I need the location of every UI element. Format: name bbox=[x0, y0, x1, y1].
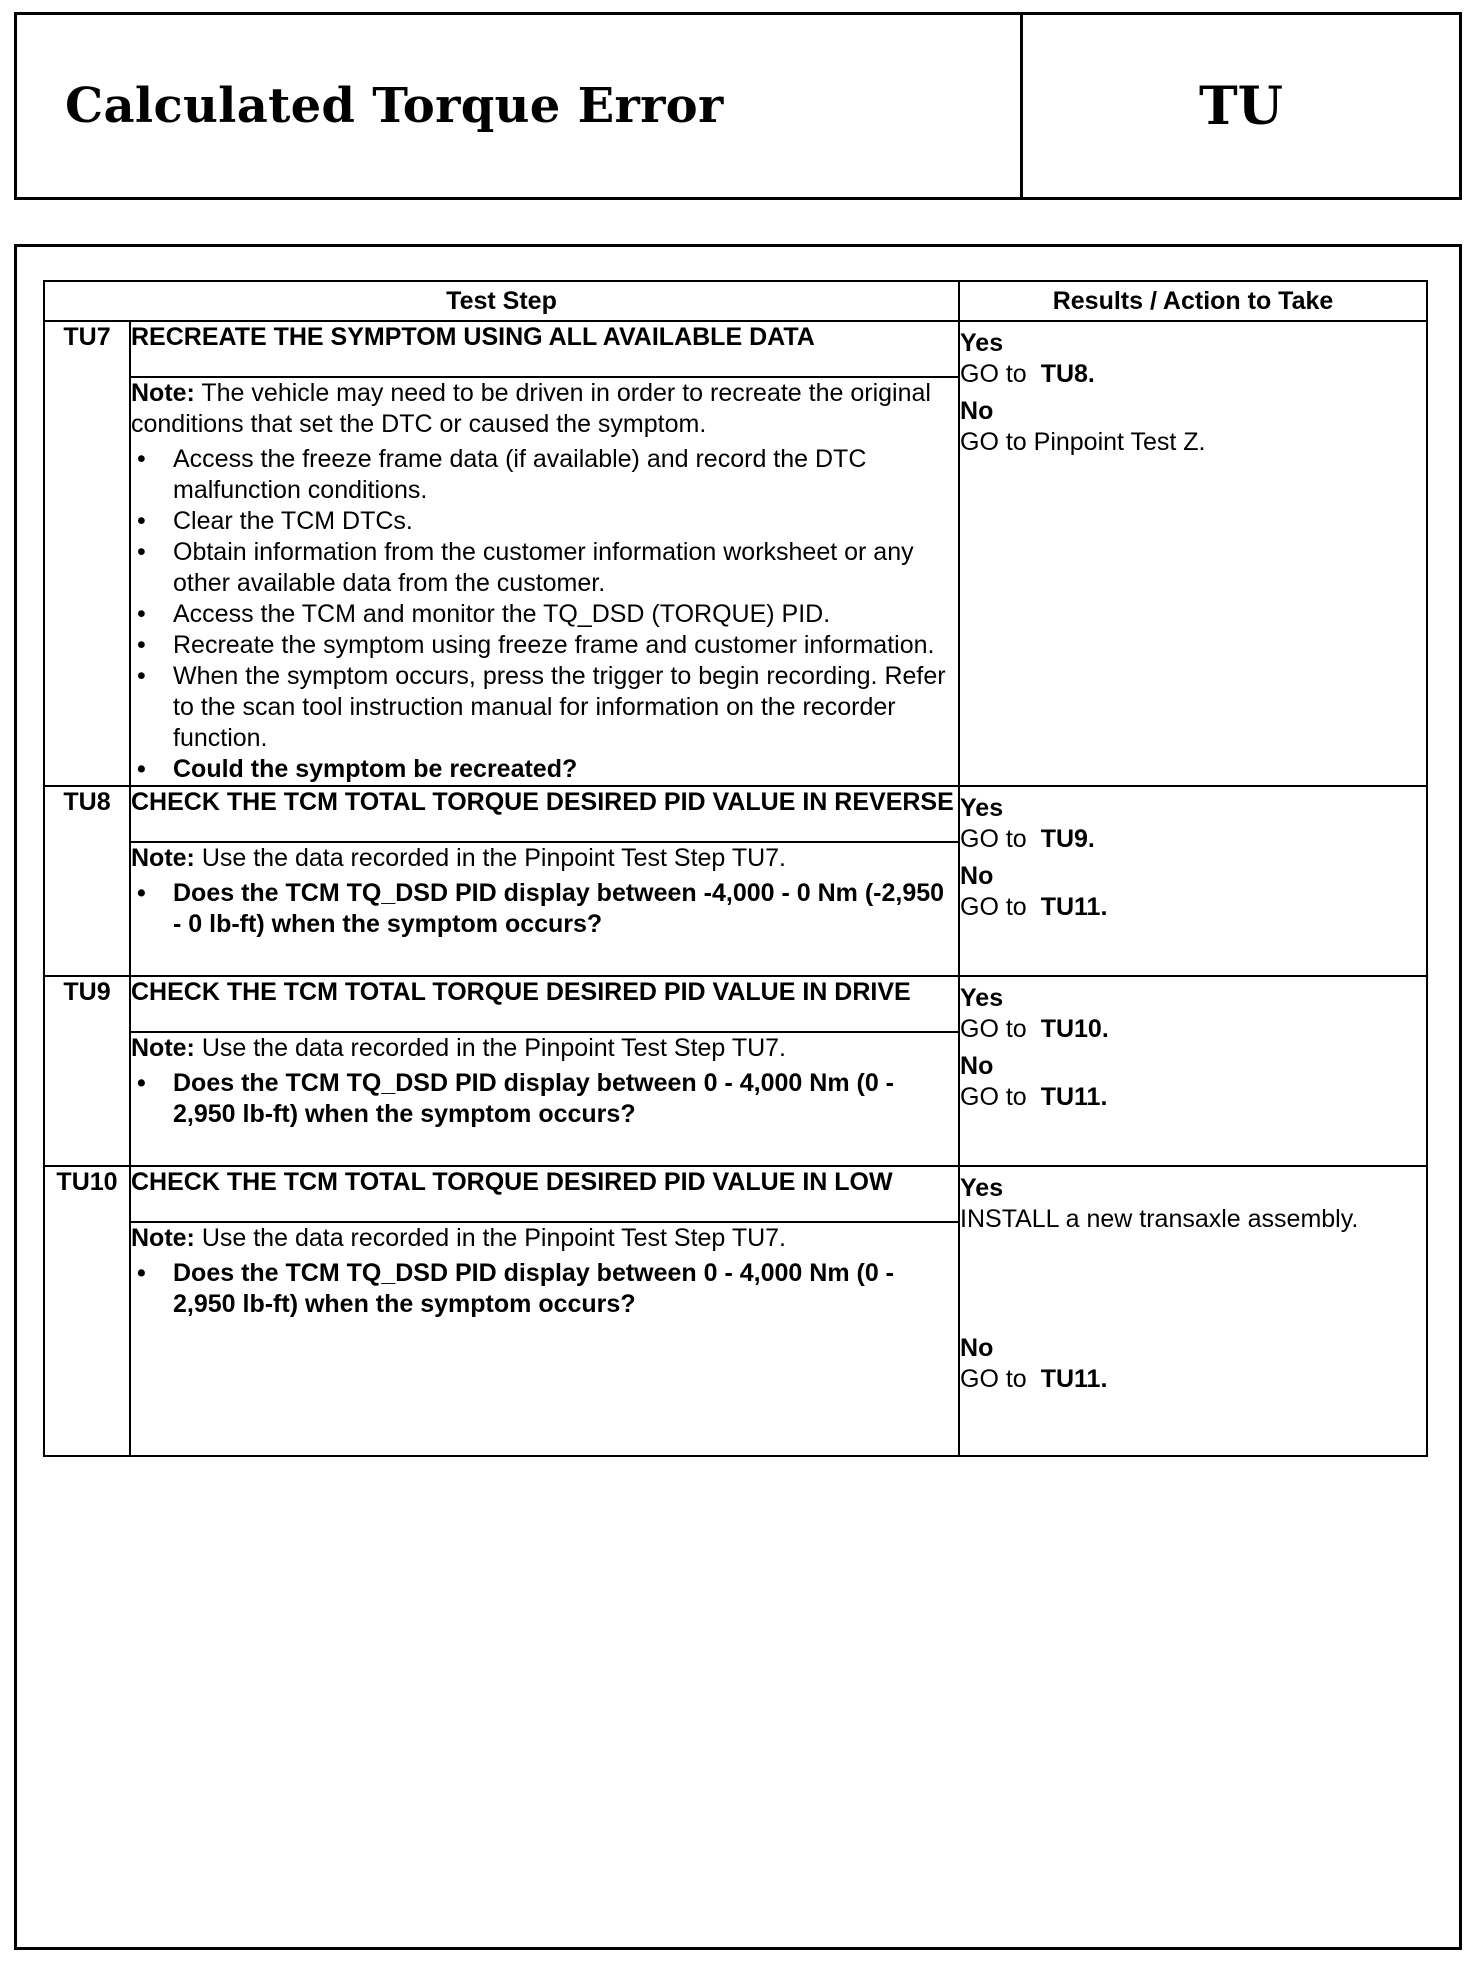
page-title: Calculated Torque Error bbox=[17, 15, 1023, 197]
step-results bbox=[959, 976, 1427, 1166]
step-body bbox=[130, 377, 959, 786]
column-header-results: Results / Action to Take bbox=[959, 281, 1427, 321]
step-id: TU8 bbox=[44, 786, 130, 976]
bullet-item: • Recreate the symptom using freeze frame and customer information. bbox=[131, 630, 958, 661]
step-bullet-list bbox=[131, 444, 958, 785]
section-code: TU bbox=[1198, 75, 1284, 137]
note-text: The vehicle may need to be driven in order to recreate the original conditions that set the DTC or caused the symptom. bbox=[131, 379, 931, 438]
result-yes-label: Yes bbox=[960, 329, 1004, 357]
step-title-row bbox=[44, 786, 1427, 842]
result-step-link[interactable]: TU11. bbox=[1040, 1083, 1108, 1111]
bullet-item: • Access the freeze frame data (if available) and record the DTC malfunction conditions. bbox=[131, 444, 958, 506]
step-question: • Could the symptom be recreated? bbox=[131, 754, 958, 785]
result-step-link[interactable]: TU8. bbox=[1040, 360, 1095, 388]
result-yes-label: Yes bbox=[960, 794, 1004, 822]
column-header-test-step: Test Step bbox=[44, 281, 959, 321]
result-yes-action bbox=[960, 1014, 1426, 1045]
result-no-action: GO to Pinpoint Test Z. bbox=[960, 428, 1206, 456]
result-step-link[interactable]: TU11. bbox=[1040, 893, 1108, 921]
step-question: • Does the TCM TQ_DSD PID display between 0 - 4,000 Nm (0 - 2,950 lb-ft) when the symptom occurs? bbox=[131, 1068, 958, 1130]
result-go-to: GO to bbox=[960, 893, 1027, 921]
bullet-item: • When the symptom occurs, press the trigger to begin recording. Refer to the scan tool instruction manual for information on the recorder function. bbox=[131, 661, 958, 754]
result-no-label: No bbox=[960, 1052, 994, 1080]
step-note bbox=[131, 1033, 958, 1064]
step-results bbox=[959, 321, 1427, 786]
step-title-row bbox=[44, 1166, 1427, 1222]
result-no-action bbox=[960, 892, 1426, 923]
result-go-to: GO to bbox=[960, 825, 1027, 853]
result-yes-action bbox=[960, 824, 1426, 855]
step-id: TU7 bbox=[44, 321, 130, 786]
result-yes-label: Yes bbox=[960, 1174, 1004, 1202]
step-body bbox=[130, 1032, 959, 1166]
result-step-link[interactable]: TU10. bbox=[1040, 1015, 1109, 1043]
step-bullet-list bbox=[131, 1068, 958, 1130]
note-text: Use the data recorded in the Pinpoint Test Step TU7. bbox=[194, 844, 786, 872]
note-label: Note: bbox=[131, 1034, 195, 1062]
step-title-row bbox=[44, 976, 1427, 1032]
note-label: Note: bbox=[131, 379, 195, 407]
result-go-to: GO to bbox=[960, 1083, 1027, 1111]
result-go-to: GO to bbox=[960, 1015, 1027, 1043]
result-step-link[interactable]: TU11. bbox=[1040, 1365, 1108, 1393]
step-title: CHECK THE TCM TOTAL TORQUE DESIRED PID VALUE IN REVERSE bbox=[130, 786, 959, 842]
step-note bbox=[131, 378, 958, 440]
step-results bbox=[959, 1166, 1427, 1456]
step-note bbox=[131, 843, 958, 874]
step-body bbox=[130, 842, 959, 976]
note-text: Use the data recorded in the Pinpoint Test Step TU7. bbox=[194, 1034, 786, 1062]
bullet-item: • Clear the TCM DTCs. bbox=[131, 506, 958, 537]
note-text: Use the data recorded in the Pinpoint Test Step TU7. bbox=[194, 1224, 786, 1252]
step-title: CHECK THE TCM TOTAL TORQUE DESIRED PID VALUE IN LOW bbox=[130, 1166, 959, 1222]
test-step-table bbox=[43, 280, 1428, 1457]
result-no-action bbox=[960, 1082, 1426, 1113]
step-question: • Does the TCM TQ_DSD PID display between 0 - 4,000 Nm (0 - 2,950 lb-ft) when the symptom occurs? bbox=[131, 1258, 958, 1320]
step-title-row bbox=[44, 321, 1427, 377]
result-no-action bbox=[960, 1364, 1426, 1395]
result-yes-label: Yes bbox=[960, 984, 1004, 1012]
note-label: Note: bbox=[131, 1224, 195, 1252]
step-title: CHECK THE TCM TOTAL TORQUE DESIRED PID VALUE IN DRIVE bbox=[130, 976, 959, 1032]
step-id: TU9 bbox=[44, 976, 130, 1166]
bullet-item: • Access the TCM and monitor the TQ_DSD (TORQUE) PID. bbox=[131, 599, 958, 630]
result-go-to: GO to bbox=[960, 360, 1027, 388]
result-go-to: GO to bbox=[960, 1365, 1027, 1393]
result-no-label: No bbox=[960, 862, 994, 890]
page-header bbox=[14, 12, 1462, 200]
step-results bbox=[959, 786, 1427, 976]
step-id: TU10 bbox=[44, 1166, 130, 1456]
step-bullet-list bbox=[131, 1258, 958, 1320]
step-question: • Does the TCM TQ_DSD PID display between -4,000 - 0 Nm (-2,950 - 0 lb-ft) when the symptom occurs? bbox=[131, 878, 958, 940]
result-no-label: No bbox=[960, 1334, 994, 1362]
result-yes-action: INSTALL a new transaxle assembly. bbox=[960, 1205, 1359, 1233]
note-label: Note: bbox=[131, 844, 195, 872]
bullet-item: • Obtain information from the customer information worksheet or any other available data from the customer. bbox=[131, 537, 958, 599]
step-bullet-list bbox=[131, 878, 958, 940]
result-no-label: No bbox=[960, 397, 994, 425]
step-title: RECREATE THE SYMPTOM USING ALL AVAILABLE DATA bbox=[130, 321, 959, 377]
table-header-row bbox=[44, 281, 1427, 321]
step-note bbox=[131, 1223, 958, 1254]
result-step-link[interactable]: TU9. bbox=[1040, 825, 1095, 853]
step-body bbox=[130, 1222, 959, 1456]
result-yes-action bbox=[960, 359, 1426, 390]
